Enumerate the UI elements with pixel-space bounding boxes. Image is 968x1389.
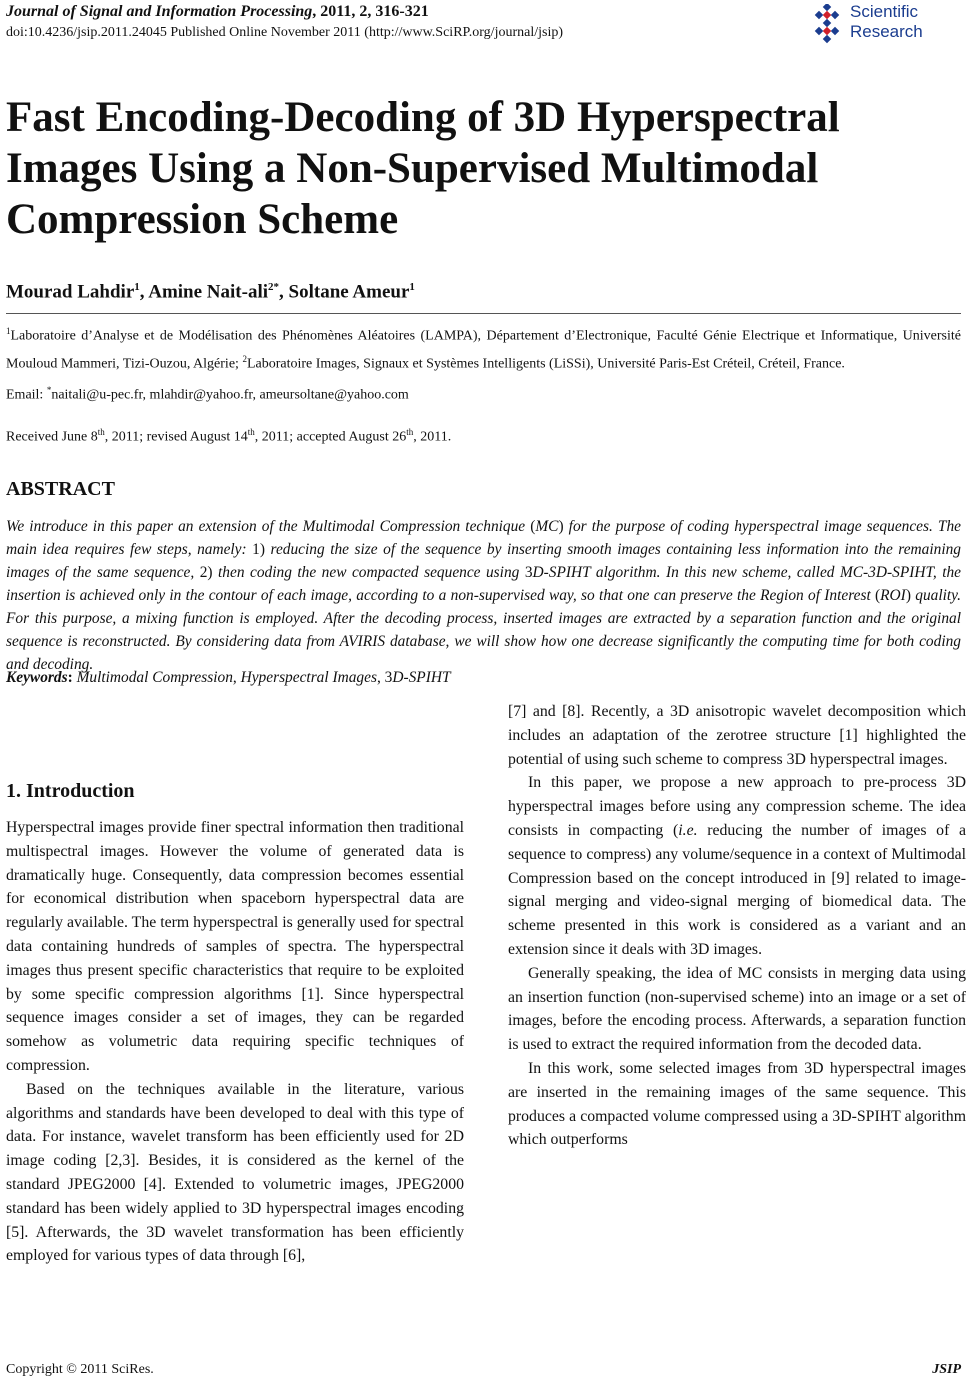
author-affil-mark: 2*: [268, 281, 280, 293]
year-text: , 2011.: [413, 429, 452, 445]
volume-info: , 2011, 2, 316-321: [312, 3, 429, 20]
paragraph: Generally speaking, the idea of MC consists in merging data using an insertion function (non-supervised scheme) into an image or a set of images, before the encoding process. Afterwards, a separation function is used to extract the required information from the decoded data.: [508, 964, 966, 1054]
corresponding-mark: *: [46, 385, 52, 395]
paragraph: [7] and [8]. Recently, a 3D anisotropic wavelet decomposition which includes an adaptation of the zerotree structure [1] highlighted the potential of using such scheme to compress 3D hyperspectral images.: [508, 703, 966, 768]
accepted-text: , 2011; accepted August 26: [254, 429, 407, 445]
journal-abbreviation: JSIP: [932, 1362, 961, 1377]
abbr-mc: MC: [535, 518, 559, 535]
abstract-text: quality. For this purpose, a mixing function is employed. After the decoding process, inserted images are extracted by a separation function and the original sequence is reconstructed. By considering data from AVIRIS database, we will show how one decrease significantly the computing time for both coding and decoding.: [6, 587, 961, 673]
affiliation-1: Laboratoire d’Analyse et de Modélisation des Phénomènes Aléatoires (LAMPA), Département d’Electronique, Faculté Génie Electrique et Informatique, Université Mouloud Mammeri, Tizi-Ouzou, Algérie;: [6, 328, 961, 372]
paragraph: [508, 771, 966, 961]
logo-text-line2: Research: [850, 22, 923, 41]
author-affil-mark: 1: [409, 281, 415, 293]
title-line: Compression Scheme: [6, 196, 399, 243]
author-name: Mourad Lahdir: [6, 281, 135, 303]
keyword: Hyperspectral Images: [240, 669, 377, 686]
received-dates: [6, 427, 451, 446]
paragraph-text: In this paper, we propose a new approach to pre-process 3D hyperspectral images before using any compression scheme. The idea consists in compacting (: [508, 774, 966, 839]
publisher-logo: [812, 2, 962, 46]
section-heading-introduction: 1. Introduction: [6, 780, 135, 802]
right-column: [508, 700, 966, 1152]
paper-title: [6, 92, 926, 245]
separator: ,: [139, 281, 149, 303]
abstract-text: for the purpose of coding hyperspectral image sequences. The main idea requires few steps, namely:: [6, 518, 962, 558]
abstract-heading: ABSTRACT: [6, 478, 115, 500]
abbr-roi: ROI: [880, 587, 906, 604]
paren: (: [875, 587, 881, 604]
abbr-ie: i.e.: [678, 821, 698, 839]
email-addresses: naitali@u-pec.fr, mlahdir@yahoo.fr, ameursoltane@yahoo.com: [51, 387, 409, 403]
author-name: Soltane Ameur: [288, 281, 410, 303]
keyword: Multimodal Compression: [76, 669, 233, 686]
logo-mark-icon: [812, 4, 846, 44]
affil-mark: 2: [242, 353, 247, 364]
author-list: [6, 281, 415, 303]
separator: ,: [279, 281, 289, 303]
abstract-text: then coding the new compacted sequence using: [212, 564, 525, 581]
journal-title: Journal of Signal and Information Processing: [6, 3, 313, 20]
received-text: Received June 8: [6, 429, 98, 445]
copyright: Copyright © 2011 SciRes.: [6, 1362, 154, 1377]
email-line: [6, 385, 409, 404]
ordinal-suffix: th: [247, 427, 255, 437]
separator: ,: [232, 669, 241, 686]
paren: ): [558, 518, 564, 535]
step-number: 2): [199, 564, 213, 581]
paragraph: In this work, some selected images from 3D hyperspectral images are inserted in the remaining images of the same sequence. This produces a compacted volume compressed using a 3D-SPIHT algorithm which outperforms: [508, 1059, 966, 1149]
author-name: Amine Nait-ali: [148, 281, 269, 303]
paragraph: Hyperspectral images provide finer spectral information then traditional multispectral images. However the volume of generated data is dramatically huge. Consequently, data compression becomes essential for economical distribution when spaceborn hyperspectral data are regularly available. The term hyperspectral is generally used for spectral data containing hundreds of samples of spectra. The hyperspectral images thus present specific characteristics that require to be exploited by some specific compression algorithms [1]. Since hyperspectral sequence images consider a set of images, they can be regarded somehow as volumetric data requiring specific techniques of compression.: [6, 819, 464, 1074]
affiliation-2: Laboratoire Images, Signaux et Systèmes Intelligents (LiSSi), Université Paris-Est Créteil, Créteil, France.: [246, 356, 845, 372]
abstract-body: [6, 515, 961, 676]
left-column: [6, 816, 464, 1268]
colon: :: [67, 669, 77, 686]
abstract-text: We introduce in this paper an extension of the Multimodal Compression technique: [6, 518, 531, 535]
journal-header: [6, 3, 429, 21]
title-line: Fast Encoding-Decoding of 3D Hyperspectral: [6, 94, 840, 141]
ordinal-suffix: th: [406, 427, 414, 437]
step-number: 1): [252, 541, 265, 558]
affil-mark: 1: [6, 326, 11, 336]
digit: 3: [384, 669, 393, 686]
digit: 3: [524, 564, 533, 581]
abstract-text: reducing the size of the sequence by inserting smooth images containing less information into the remaining images of the same sequence,: [6, 541, 961, 581]
keywords-label: Keywords: [6, 669, 68, 686]
header-divider: [6, 313, 961, 314]
separator: ,: [376, 669, 385, 686]
revised-text: , 2011; revised August 14: [104, 429, 248, 445]
email-label: Email:: [6, 387, 47, 403]
paragraph-text: reducing the number of images of a sequence to compress) any volume/sequence in a context of Multimodal Compression based on the concept introduced in [9] related to image-signal merging and video-signal merging of biomedical data. The scheme presented in this work is considered as a variant and an extension since it deals with 3D images.: [508, 821, 966, 958]
paren: ): [905, 587, 911, 604]
doi-line: doi:10.4236/jsip.2011.24045 Published Online November 2011 (http://www.SciRP.org/journal/jsip): [6, 25, 564, 40]
keywords-line: [6, 669, 451, 687]
title-line: Images Using a Non-Supervised Multimodal: [6, 145, 819, 192]
ordinal-suffix: th: [97, 427, 105, 437]
logo-text-line1: Scientific: [850, 2, 919, 21]
paren: (: [530, 518, 536, 535]
affiliations: [6, 320, 961, 375]
paragraph: Based on the techniques available in the literature, various algorithms and standards have been developed to deal with this type of data. For instance, wavelet transform has been efficiently used for 2D image coding [2,3]. Besides, it is considered as the kernel of the standard JPEG2000 [4]. Extended to volumetric images, JPEG2000 standard has been widely applied to 3D hyperspectral images encoding [5]. Afterwards, the 3D wavelet transformation has been efficiently employed for various types of data through [6],: [6, 1080, 464, 1265]
abstract-text: D-SPIHT algorithm. In this new scheme, called MC-3D-SPIHT, the insertion is achieved only in the contour of each image, according to a non-supervised way, so that one can preserve the Region of Interest: [6, 564, 962, 604]
keyword: D-SPIHT: [392, 669, 451, 686]
author-affil-mark: 1: [134, 281, 140, 293]
